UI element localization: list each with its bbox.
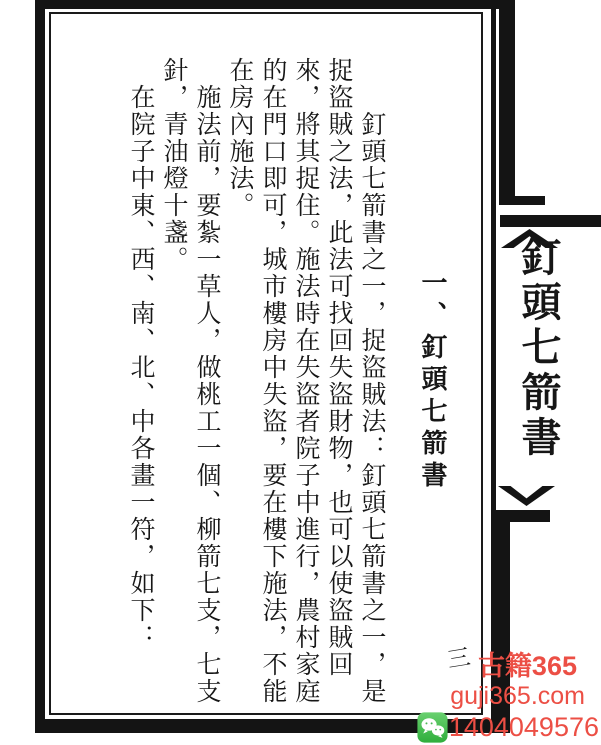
book-spine-title: 釘頭七箭書 bbox=[516, 236, 561, 461]
spine-bar-top bbox=[499, 0, 515, 198]
watermark-wechat-row bbox=[417, 712, 599, 743]
spine-rule-top bbox=[500, 215, 601, 227]
body-text bbox=[120, 57, 450, 712]
watermark-site-url: guji365.com bbox=[450, 682, 585, 710]
frame-border-left bbox=[35, 0, 45, 733]
wechat-icon bbox=[417, 712, 448, 743]
spine-rule-bottom bbox=[496, 510, 550, 522]
paragraph-3: 在院子中東、西、南、北、中各畫一符，如下： bbox=[127, 84, 154, 651]
watermark bbox=[417, 653, 599, 743]
page-number: 三 bbox=[445, 644, 474, 673]
watermark-site-name: 古籍365 bbox=[477, 651, 577, 681]
paragraph-2: 施法前，要紮一草人，做桃工一個、柳箭七支，七支針，青油燈十盞。 bbox=[160, 57, 220, 705]
paragraph-1: 釘頭七箭書之一，捉盜賊法：釘頭七箭書之一，是捉盜賊之法，此法可找回失盜財物，也可以使盜賊回來，將其捉住。施法時在失盜者院子中進行，農村家庭的在門口即可，城市樓房中失盜，要在樓下施法，不能在房內施法。 bbox=[226, 57, 385, 705]
section-heading: 一、釘頭七箭書 bbox=[418, 269, 447, 493]
spine-bar-top-foot bbox=[499, 196, 545, 205]
fishtail-ornament-bottom-icon bbox=[498, 486, 555, 506]
watermark-wechat-id: 1404049576 bbox=[448, 712, 599, 742]
frame-border-top bbox=[35, 0, 515, 9]
